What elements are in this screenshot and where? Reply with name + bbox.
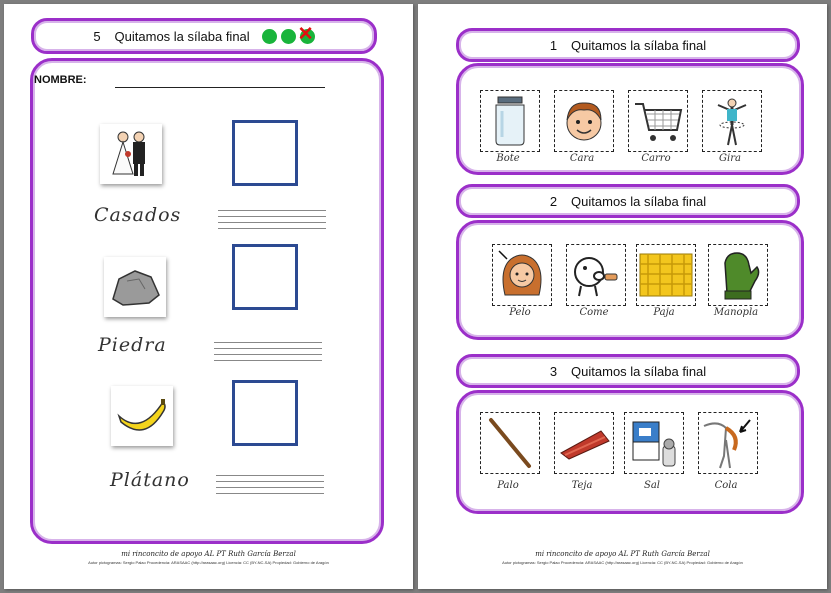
word-label: Plátano [110,469,190,491]
item-label: Sal [643,480,660,491]
nombre-input-line[interactable] [115,87,325,88]
item-label: Manopla [713,307,759,318]
section-header [456,184,800,218]
item-label: Cola [714,480,738,491]
footer-title: mi rinconcito de apoyo AL PT Ruth García Berzal [535,550,710,558]
item-label: Gira [719,153,741,164]
jar-icon [480,90,540,152]
answer-box[interactable] [232,120,298,186]
item-label: Paja [653,307,675,318]
header-title: Quitamos la sílaba final [114,28,250,44]
section-number: 2 [549,193,558,209]
stick-icon [480,412,540,474]
nombre-label: NOMBRE: [34,74,87,86]
answer-box[interactable] [232,244,298,310]
writing-lines[interactable] [214,337,322,359]
footer-title: mi rinconcito de apoyo AL PT Ruth García Berzal [121,550,296,558]
section-title: Quitamos la sílaba final [571,37,707,53]
roof-tile-icon [554,412,614,474]
word-label: Piedra [98,334,167,356]
crossed-dot-icon [300,29,315,44]
progress-dots [262,29,315,44]
item-label: Carro [641,153,671,164]
tail-icon [698,412,758,474]
rock-icon [104,257,166,317]
header-pill [31,18,377,54]
worksheet-page-right [418,4,827,589]
shopping-cart-icon [628,90,688,152]
face-icon [554,90,614,152]
section-header [456,354,800,388]
straw-icon [636,244,696,306]
exercise-frame [30,58,384,544]
green-dot-icon [262,29,277,44]
answer-box[interactable] [232,380,298,446]
item-label: Palo [497,480,519,491]
mitten-icon [708,244,768,306]
footer-credits: Autor pictogramas: Sergio Palao Procedencia: ARASAAC (http://arasaac.org) Licencia: CC (BY-NC-SA) Propiedad: Gobierno de Aragón [502,560,743,565]
salt-icon [624,412,684,474]
wedding-couple-icon [100,124,162,184]
header-number: 5 [93,28,101,44]
section-title: Quitamos la sílaba final [571,363,707,379]
item-label: Bote [496,153,520,164]
banana-icon [111,386,173,446]
item-label: Pelo [509,307,531,318]
eating-icon [566,244,626,306]
item-label: Teja [571,480,593,491]
writing-lines[interactable] [218,205,326,227]
section-header [456,28,800,62]
section-number: 1 [549,37,558,53]
writing-lines[interactable] [216,470,324,492]
section-number: 3 [549,363,558,379]
hair-icon [492,244,552,306]
dancer-icon [702,90,762,152]
section-title: Quitamos la sílaba final [571,193,707,209]
item-label: Cara [569,153,595,164]
worksheet-page-left [4,4,413,589]
item-label: Come [579,307,609,318]
word-label: Casados [94,204,182,226]
green-dot-icon [281,29,296,44]
footer-credits: Autor pictogramas: Sergio Palao Procedencia: ARASAAC (http://arasaac.org) Licencia: CC (BY-NC-SA) Propiedad: Gobierno de Aragón [88,560,329,565]
